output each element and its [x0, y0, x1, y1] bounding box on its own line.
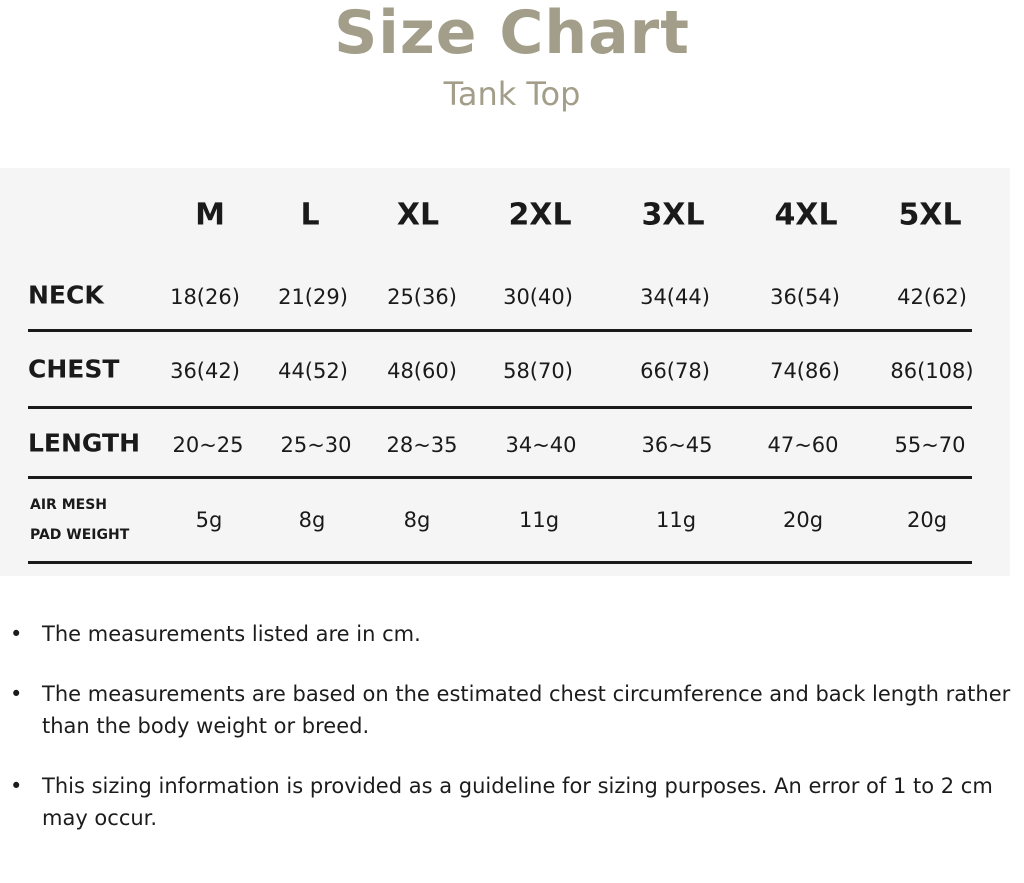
chest-value-4xl: 74(86) [770, 359, 840, 383]
length-value-3xl: 36~45 [641, 433, 713, 457]
neck-value-4xl: 36(54) [770, 285, 840, 309]
bullet-icon: • [10, 682, 23, 706]
chest-value-xl: 48(60) [387, 359, 457, 383]
pad-weight-value-2xl: 11g [518, 508, 560, 532]
size-chart-table [0, 168, 1010, 576]
size-header-4xl: 4XL [774, 197, 838, 233]
size-header-3xl: 3XL [641, 197, 705, 233]
length-value-5xl: 55~70 [894, 433, 966, 457]
neck-value-2xl: 30(40) [503, 285, 573, 309]
notes-list [0, 618, 1024, 834]
pad-weight-value-4xl: 20g [782, 508, 824, 532]
chest-value-l: 44(52) [278, 359, 348, 383]
row-label-pad-weight [30, 490, 129, 550]
chest-value-3xl: 66(78) [640, 359, 710, 383]
note-text: This sizing information is provided as a guideline for sizing purposes. An error of 1 to 2 cm may occur. [42, 774, 993, 830]
length-value-l: 25~30 [280, 433, 352, 457]
note-text: The measurements are based on the estimated chest circumference and back length rather than the body weight or breed. [42, 682, 1011, 738]
row-divider [28, 329, 972, 332]
note-item [0, 678, 1024, 742]
pad-weight-value-xl: 8g [403, 508, 431, 532]
note-text: The measurements listed are in cm. [42, 622, 421, 646]
pad-weight-value-l: 8g [298, 508, 326, 532]
row-label-pad-weight-line2: PAD WEIGHT [30, 527, 130, 543]
row-divider [28, 476, 972, 479]
neck-value-5xl: 42(62) [897, 285, 967, 309]
size-header-m: M [195, 197, 225, 233]
length-value-xl: 28~35 [386, 433, 458, 457]
bullet-icon: • [10, 622, 23, 646]
chest-value-2xl: 58(70) [503, 359, 573, 383]
note-item [0, 618, 1024, 650]
page-title: Size Chart [334, 0, 690, 68]
row-divider [28, 406, 972, 409]
row-label-length: LENGTH [28, 428, 140, 458]
note-item [0, 770, 1024, 834]
page-subtitle: Tank Top [443, 75, 581, 113]
size-header-xl: XL [396, 197, 440, 233]
neck-value-l: 21(29) [278, 285, 348, 309]
chest-value-m: 36(42) [170, 359, 240, 383]
size-header-2xl: 2XL [508, 197, 572, 233]
size-header-5xl: 5XL [898, 197, 962, 233]
row-label-pad-weight-line1: AIR MESH [30, 497, 107, 513]
length-value-4xl: 47~60 [767, 433, 839, 457]
length-value-2xl: 34~40 [505, 433, 577, 457]
row-label-neck: NECK [28, 280, 104, 310]
neck-value-m: 18(26) [170, 285, 240, 309]
pad-weight-value-5xl: 20g [906, 508, 948, 532]
neck-value-xl: 25(36) [387, 285, 457, 309]
pad-weight-value-3xl: 11g [655, 508, 697, 532]
chest-value-5xl: 86(108) [890, 359, 974, 383]
pad-weight-value-m: 5g [195, 508, 223, 532]
length-value-m: 20~25 [172, 433, 244, 457]
row-divider [28, 561, 972, 564]
bullet-icon: • [10, 774, 23, 798]
size-header-l: L [300, 197, 320, 233]
neck-value-3xl: 34(44) [640, 285, 710, 309]
row-label-chest: CHEST [28, 354, 120, 384]
